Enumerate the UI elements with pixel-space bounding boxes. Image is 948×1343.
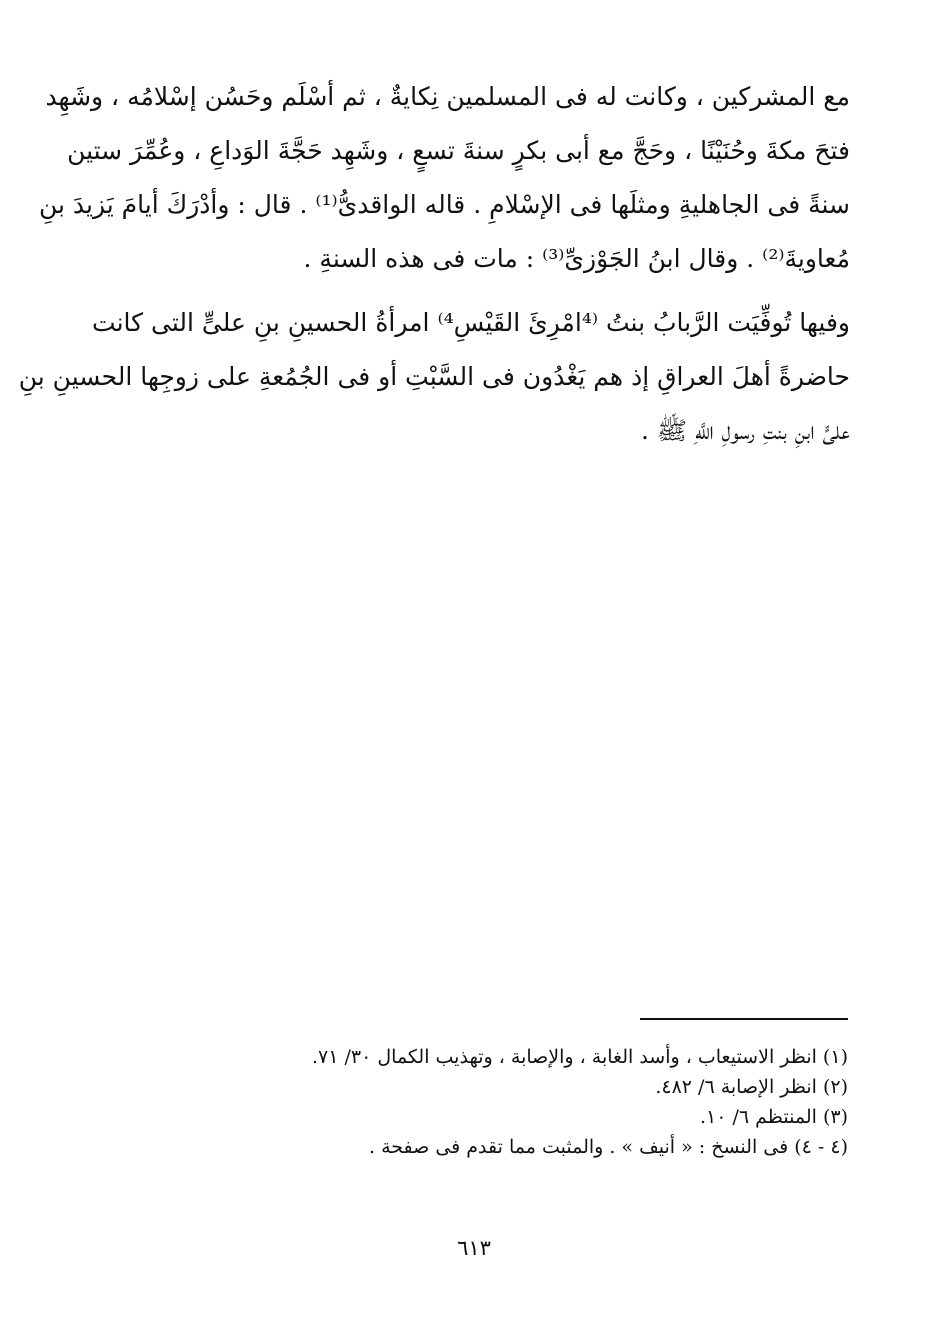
text-line: سنةً فى الجاهليةِ ومثلَها فى الإسْلامِ . قاله الواقدىُّ⁽¹⁾ . قال : وأدْرَكَ أيامَ يَزيدَ بنِ (38, 190, 850, 219)
footnote-4: (٤ - ٤) فى النسخ : « أنيف » . والمثبت مما تقدم فى صفحة . (369, 1136, 848, 1158)
text-line: مع المشركين ، وكانت له فى المسلمين نِكايةٌ ، ثم أسْلَم وحَسُن إسْلامُه ، وشَهِد (45, 82, 850, 111)
footnote-2: (٢) انظر الإصابة ٦/ ٤٨٢. (655, 1076, 848, 1098)
main-text (18, 70, 850, 458)
page-number: ٦١٣ (457, 1236, 491, 1260)
footnotes (300, 1042, 848, 1162)
paragraph-2 (18, 296, 850, 458)
text-line: وفيها تُوفِّيَت الرَّبابُ بنتُ ⁽⁴امْرِئَ القَيْسِ⁴⁾ امرأةُ الحسينِ بنِ علىٍّ التى كانت (92, 308, 850, 337)
footnote-separator (640, 1018, 848, 1020)
paragraph-1 (38, 70, 850, 286)
text-line: علىٍّ ابنِ بنتِ رسولِ اللَّهِ ﷺ . (641, 416, 850, 445)
footnote-1: (١) انظر الاستيعاب ، وأسد الغابة ، والإصابة ، وتهذيب الكمال ٣٠/ ٧١. (311, 1046, 848, 1068)
paragraph-gap (140, 286, 850, 296)
footnote-3: (٣) المنتظم ٦/ ١٠. (699, 1106, 848, 1128)
text-line: مُعاويةَ⁽²⁾ . وقال ابنُ الجَوْزىِّ⁽³⁾ : مات فى هذه السنةِ . (303, 244, 850, 273)
text-line: حاضرةً أهلَ العراقِ إذ هم يَغْدُون فى السَّبْتِ أو فى الجُمُعةِ على زوجِها الحسينِ بنِ (18, 362, 850, 391)
text-line: فتحَ مكةَ وحُنَيْنًا ، وحَجَّ مع أبى بكرٍ سنةَ تسعٍ ، وشَهِد حَجَّةَ الوَداعِ ، وعُمِّرَ ستين (67, 136, 850, 165)
